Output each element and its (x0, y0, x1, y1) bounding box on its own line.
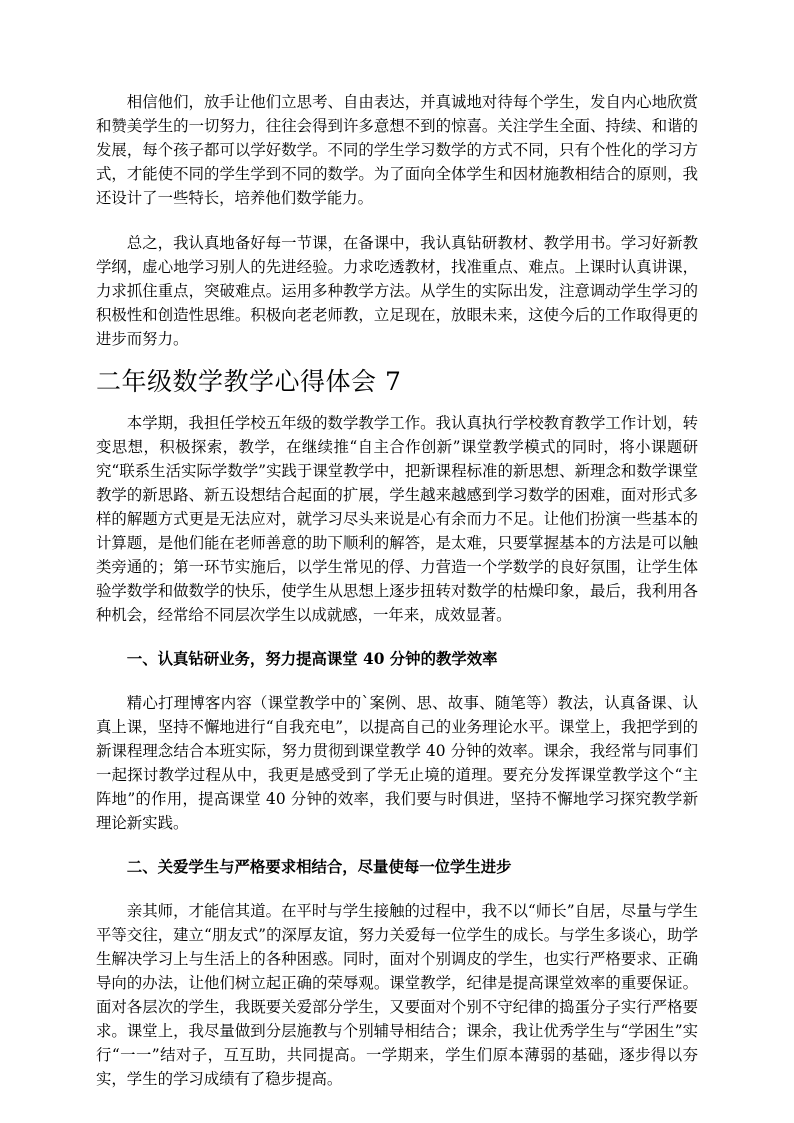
subsection-body-1: 精心打理博客内容（课堂教学中的`案例、思、故事、随笔等）教法，认真备课、认真上课，坚持不懈地进行“自我充电”，以提高自己的业务理论水平。课堂上，我把学到的新课程理念结合本班实际，努力贯彻到课堂教学 40 分钟的效率。课余，我经常与同事们一起探讨教学过程从中，我更是感受到了学无止境的道理。要充分发挥课堂教学这个“主阵地”的作用，提高课堂 40 分钟的效率，我们要与时俱进，坚持不懈地学习探究教学新理论新实践。 (96, 694, 698, 832)
paragraph-intro-2: 总之，我认真地备好每一节课，在备课中，我认真钻研教材、教学用书。学习好新教学纲，虚心地学习别人的先进经验。力求吃透教材，找准重点、难点。上课时认真讲课，力求抓住重点，突破难点。运用多种教学方法。从学生的实际出发，注意调动学生学习的积极性和创造性思维。积极向老老师教，立足现在，放眼未来，这使今后的工作取得更的进步而努力。 (96, 234, 698, 348)
document-page (96, 90, 698, 1091)
paragraph-section-intro: 本学期，我担任学校五年级的数学教学工作。我认真执行学校教育教学工作计划，转变思想，积极探索，教学，在继续推“自主合作创新”课堂教学模式的同时，将小课题研究“联系生活实际学数学”实践于课堂教学中，把新课程标准的新思想、新理念和数学课堂教学的新思路、新五设想结合起面的扩展，学生越来越感到学习数学的困难，面对形式多样的解题方式更是无法应对，就学习尽头来说是心有余而力不足。让他们扮演一些基本的计算题，是他们能在老师善意的助下顺利的解答，是太难，只要掌握基本的方法是可以触类旁通的；第一环节实施后，以学生常见的俘、力营造一个学数学的良好氛围，让学生体验学数学和做数学的快乐，使学生从思想上逐步扭转对数学的枯燥印象，最后，我利用各种机会，经常给不同层次学生以成就感，一年来，成效显著。 (96, 414, 698, 624)
subsection-body-2: 亲其师，才能信其道。在平时与学生接触的过程中，我不以“师长”自居，尽量与学生平等交往，建立“朋友式”的深厚友谊，努力关爱每一位学生的成长。与学生多谈心，助学生解决学习上与生活上的各种困惑。同时，面对个别调皮的学生，也实行严格要求、正确导向的办法，让他们树立起正确的荣辱观。课堂教学，纪律是提高课堂效率的重要保证。面对各层次的学生，我既要关爱部分学生，又要面对个别不守纪律的捣蛋分子实行严格要求。课堂上，我尽量做到分层施教与个别辅导相结合；课余，我让优秀学生与“学困生”实行“一一”结对子，互互助，共同提高。一学期来，学生们原本薄弱的基础，逐步得以夯实，学生的学习成绩有了稳步提高。 (96, 902, 698, 1088)
section-title: 二年级数学教学心得体会 7 (96, 367, 402, 396)
paragraph-intro-1: 相信他们，放手让他们立思考、自由表达，并真诚地对待每个学生，发自内心地欣赏和赞美学生的一切努力，往往会得到许多意想不到的惊喜。关注学生全面、持续、和谐的发展，每个孩子都可以学好数学。不同的学生学习数学的方式不同，只有个性化的学习方式，才能使不同的学生学到不同的数学。为了面向全体学生和因材施教相结合的原则，我还设计了一些特长，培养他们数学能力。 (96, 93, 698, 207)
subsection-heading-1: 一、认真钻研业务，努力提高课堂 40 分钟的教学效率 (126, 650, 498, 668)
subsection-heading-2: 二、关爱学生与严格要求相结合，尽量使每一位学生进步 (126, 858, 512, 876)
